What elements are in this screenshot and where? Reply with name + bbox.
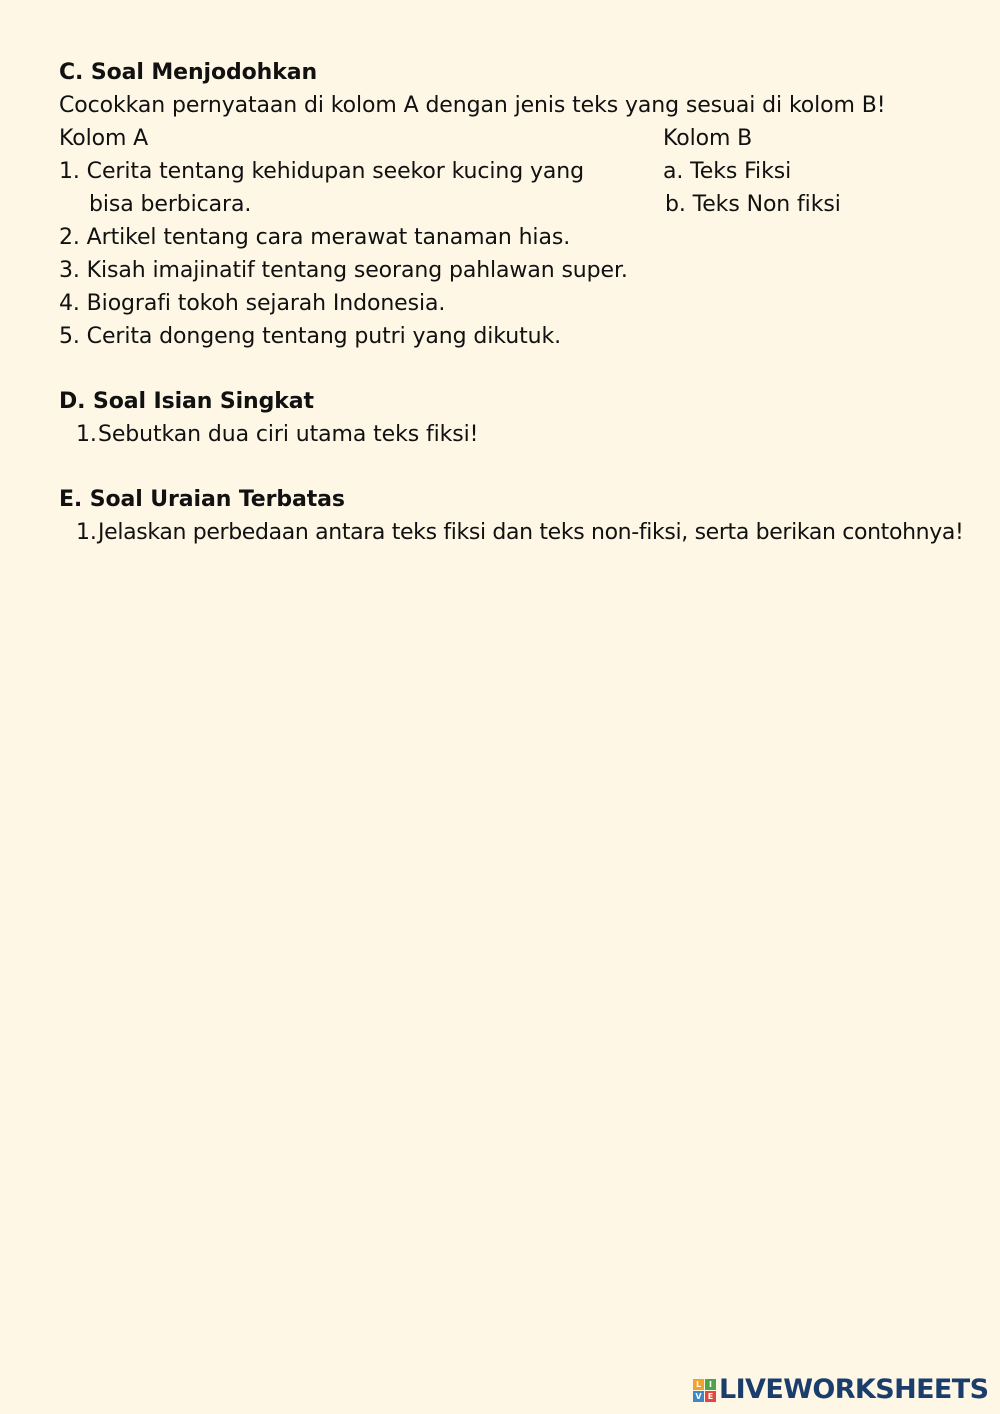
section-e-q1-number: 1. <box>76 520 97 545</box>
logo-letter-l: L <box>693 1379 704 1390</box>
column-b-item-a: a. Teks Fiksi <box>663 159 792 184</box>
section-e-q1-text: Jelaskan perbedaan antara teks fiksi dan teks non-fiksi, serta berikan contohnya! <box>98 520 964 545</box>
logo-grid-icon <box>693 1379 716 1402</box>
column-b-header: Kolom B <box>663 126 753 151</box>
logo-letter-e: E <box>705 1391 716 1402</box>
section-c-title: C. Soal Menjodohkan <box>59 60 318 85</box>
logo-letter-i: I <box>705 1379 716 1390</box>
section-d-q1-number: 1. <box>76 422 97 447</box>
column-a-header: Kolom A <box>59 126 149 151</box>
column-a-item-3: 3. Kisah imajinatif tentang seorang pahlawan super. <box>59 258 628 283</box>
column-a-item-5: 5. Cerita dongeng tentang putri yang dikutuk. <box>59 324 561 349</box>
liveworksheets-logo <box>693 1374 988 1406</box>
section-c-instruction: Cocokkan pernyataan di kolom A dengan jenis teks yang sesuai di kolom B! <box>59 93 886 118</box>
section-d-q1-text: Sebutkan dua ciri utama teks fiksi! <box>98 422 479 447</box>
section-e-title: E. Soal Uraian Terbatas <box>59 487 345 512</box>
column-a-item-1: 1. Cerita tentang kehidupan seekor kucing yang <box>59 159 585 184</box>
column-b-item-b: b. Teks Non fiksi <box>665 192 841 217</box>
column-a-item-4: 4. Biografi tokoh sejarah Indonesia. <box>59 291 446 316</box>
column-a-item-2: 2. Artikel tentang cara merawat tanaman hias. <box>59 225 571 250</box>
logo-letter-v: V <box>693 1391 704 1402</box>
logo-text: LIVEWORKSHEETS <box>719 1374 989 1405</box>
column-a-item-1-continued: bisa berbicara. <box>89 192 252 217</box>
section-d-title: D. Soal Isian Singkat <box>59 389 314 414</box>
